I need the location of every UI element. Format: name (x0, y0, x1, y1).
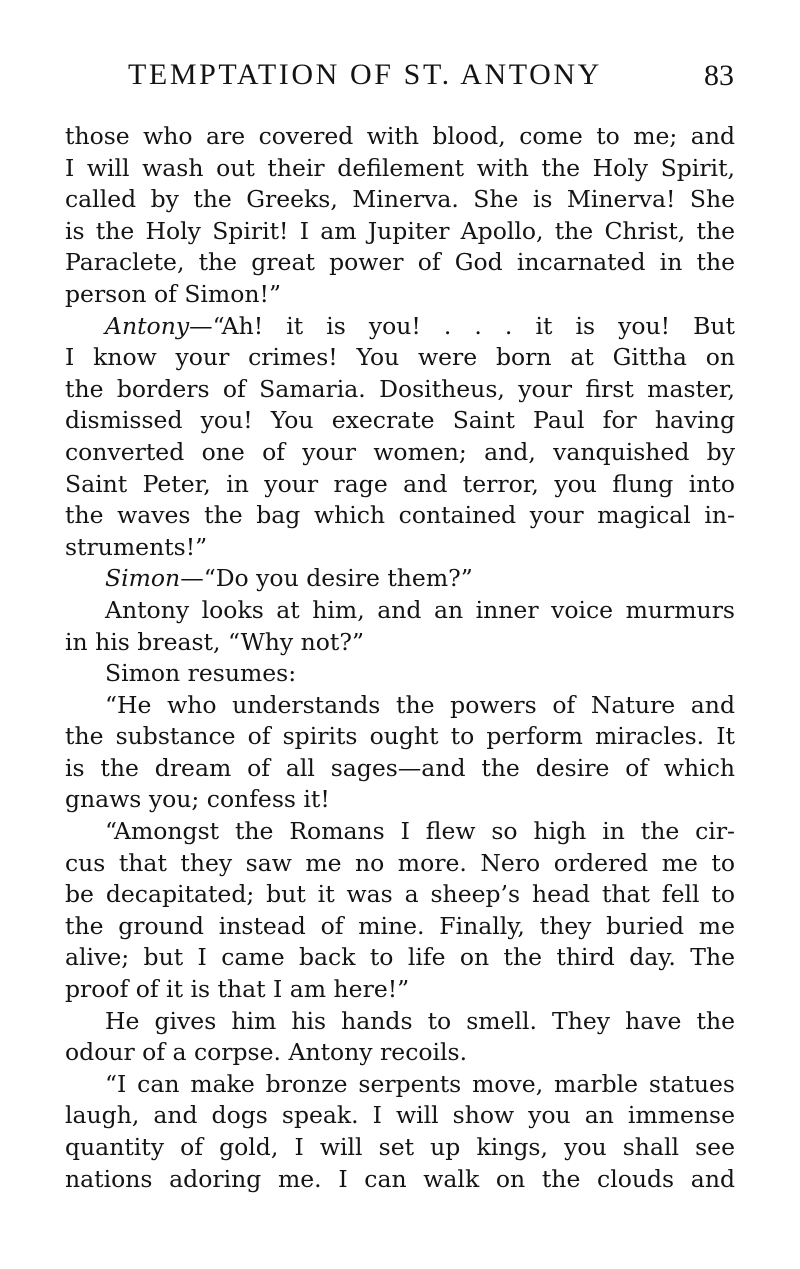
line-text: quantity of gold, I will set up kings, you shall see (65, 1133, 735, 1161)
line-text: Paraclete, the great power of God incarnated in the (65, 248, 735, 277)
line-text: Simon resumes: (105, 659, 297, 688)
line-text: alive; but I came back to life on the third day. The (65, 943, 735, 972)
line-text: nations adoring me. I can walk on the clouds and (65, 1164, 735, 1193)
running-title: TEMPTATION OF ST. ANTONY (128, 58, 602, 91)
text-line (65, 879, 735, 911)
line-text: “He who understands the powers of Nature and (105, 690, 735, 719)
line-text: the borders of Samaria. Dositheus, your first master, (65, 374, 735, 403)
line-text: called by the Greeks, Minerva. She is Minerva! She (65, 185, 735, 214)
text-line (65, 658, 735, 690)
text-line (65, 627, 735, 659)
text-line (65, 1006, 735, 1038)
text-line (65, 121, 735, 153)
line-text: He gives him his hands to smell. They have the (105, 1006, 735, 1035)
line-text: “I can make bronze serpents move, marble statues (105, 1069, 735, 1098)
text-line (65, 690, 735, 722)
line-text: struments!” (65, 532, 208, 561)
text-line (65, 311, 735, 343)
text-line (65, 848, 735, 880)
text-line (65, 500, 735, 532)
text-line (65, 595, 735, 627)
line-text: laugh, and dogs speak. I will show you an immense (65, 1101, 735, 1130)
speaker-name: Antony (105, 311, 190, 340)
text-line (65, 469, 735, 501)
line-text: Antony looks at him, and an inner voice murmurs (105, 595, 735, 624)
text-line (65, 942, 735, 974)
page-number: 83 (704, 59, 734, 92)
line-text: person of Simon!” (65, 279, 281, 308)
text-line (65, 437, 735, 469)
text-line (65, 216, 735, 248)
line-text: the substance of spirits ought to perform miracles. It (65, 722, 735, 751)
text-line (65, 911, 735, 943)
text-line (65, 1100, 735, 1132)
text-line (65, 721, 735, 753)
line-text: —“Do you desire them?” (180, 564, 473, 593)
text-line (65, 1069, 735, 1101)
text-line (65, 279, 735, 311)
line-text: in his breast, “Why not?” (65, 627, 364, 656)
line-text: odour of a corpse. Antony recoils. (65, 1038, 468, 1067)
line-text: gnaws you; confess it! (65, 785, 330, 814)
text-line (65, 816, 735, 848)
text-line (65, 974, 735, 1006)
line-text: Saint Peter, in your rage and terror, you flung into (65, 469, 735, 498)
text-line (65, 1164, 735, 1196)
text-line (65, 1037, 735, 1069)
line-text: is the Holy Spirit! I am Jupiter Apollo, the Christ, the (65, 216, 735, 245)
text-line (65, 247, 735, 279)
body-text (65, 121, 735, 1195)
line-text: those who are covered with blood, come to me; and (65, 122, 735, 150)
line-text: the waves the bag which contained your magical in- (65, 501, 735, 530)
line-text: I know your crimes! You were born at Gittha on (65, 343, 735, 372)
running-head (118, 58, 738, 94)
text-line (65, 374, 735, 406)
text-line (65, 184, 735, 216)
text-line (65, 342, 735, 374)
line-text: I will wash out their defilement with the Holy Spirit, (65, 153, 735, 182)
line-text: converted one of your women; and, vanquished by (65, 437, 735, 466)
line-text: proof of it is that I am here!” (65, 975, 410, 1004)
line-text: is the dream of all sages—and the desire of which (65, 753, 735, 782)
line-text: be decapitated; but it was a sheep’s head that fell to (65, 880, 735, 909)
line-text: the ground instead of mine. Finally, they buried me (65, 911, 735, 940)
line-text: dismissed you! You execrate Saint Paul for having (65, 406, 735, 435)
text-line (65, 753, 735, 785)
text-line (65, 784, 735, 816)
line-text: —“Ah! it is you! . . . it is you! But (189, 311, 735, 340)
text-line (65, 532, 735, 564)
text-line (65, 153, 735, 185)
text-line (65, 563, 735, 595)
speaker-name: Simon (105, 564, 181, 593)
text-line (65, 1132, 735, 1164)
text-line (65, 405, 735, 437)
line-text: cus that they saw me no more. Nero ordered me to (65, 848, 735, 877)
line-text: “Amongst the Romans I flew so high in the cir- (105, 817, 735, 846)
